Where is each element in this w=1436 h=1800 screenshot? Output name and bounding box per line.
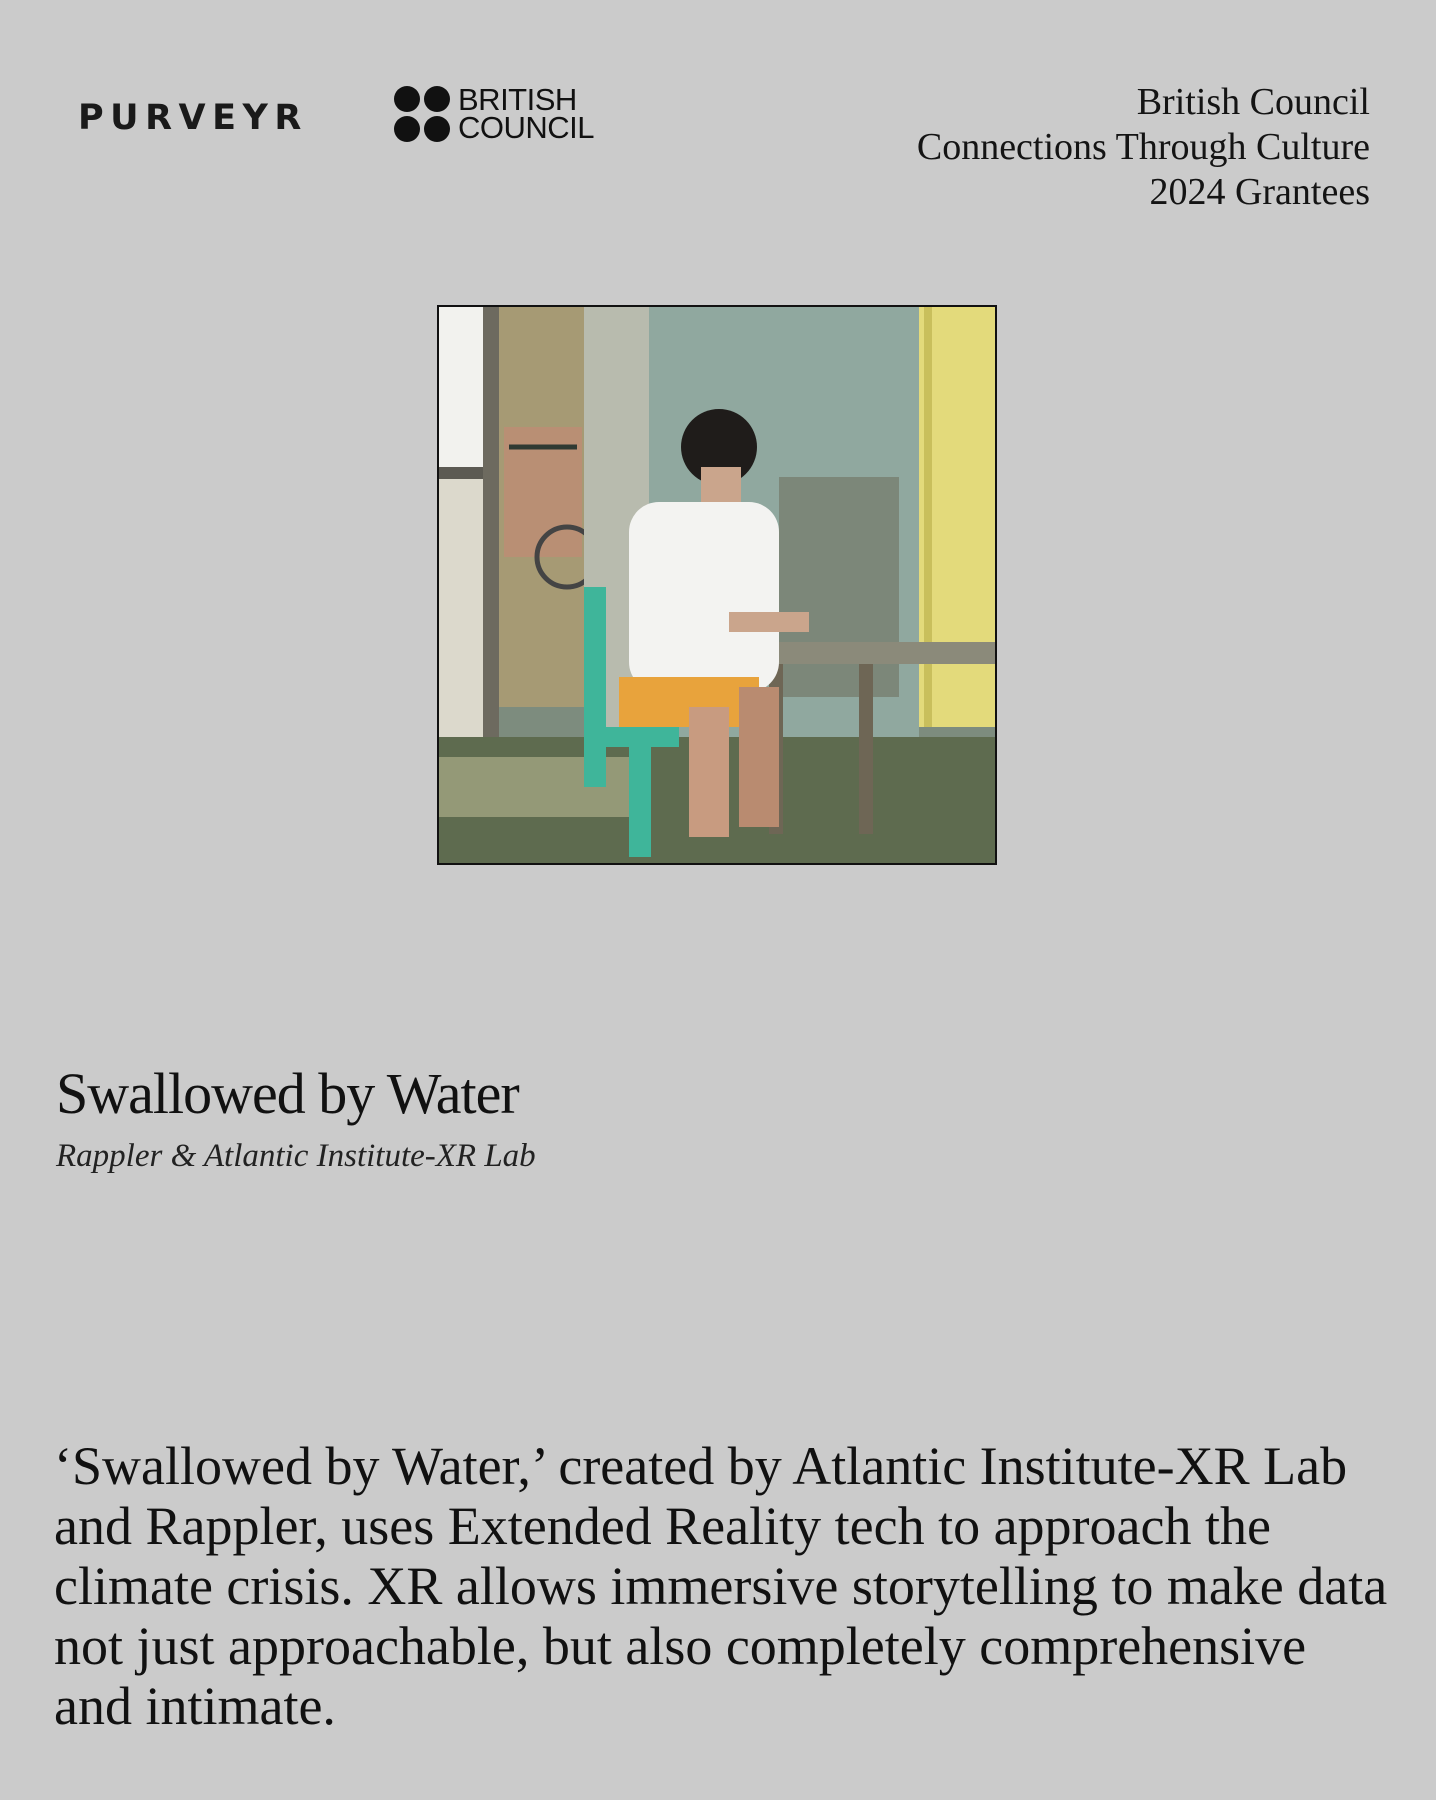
purveyr-logo: PURVEYR [78, 98, 308, 138]
project-description: ‘Swallowed by Water,’ created by Atlantic Institute-XR Lab and Rappler, uses Extended Reality tech to approach the climate crisis. XR allows immersive storytelling to make data not just approachable, but also completely comprehensive and intimate. [54, 1436, 1388, 1736]
project-photo [437, 305, 997, 865]
british-council-wordmark: BRITISH COUNCIL [458, 82, 595, 145]
heading-line-3: 2024 Grantees [1149, 171, 1370, 213]
heading-line-2: Connections Through Culture [916, 126, 1370, 168]
british-council-dots-icon [394, 86, 450, 142]
heading-line-1: British Council [1136, 81, 1370, 123]
british-council-logo [394, 82, 595, 145]
project-title: Swallowed by Water [56, 1061, 519, 1126]
project-subtitle: Rappler & Atlantic Institute-XR Lab [56, 1138, 536, 1174]
grantee-heading [917, 80, 1370, 215]
